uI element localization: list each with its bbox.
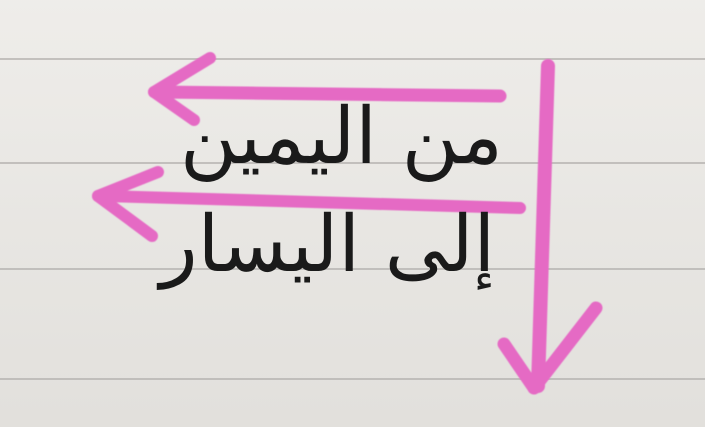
handwritten-line-to-left: إلى اليسار — [160, 200, 496, 290]
vertical-down-arrow — [538, 66, 548, 386]
vertical-arrow-head-left — [504, 344, 534, 388]
handwritten-line-from-right: من اليمين — [180, 92, 503, 182]
